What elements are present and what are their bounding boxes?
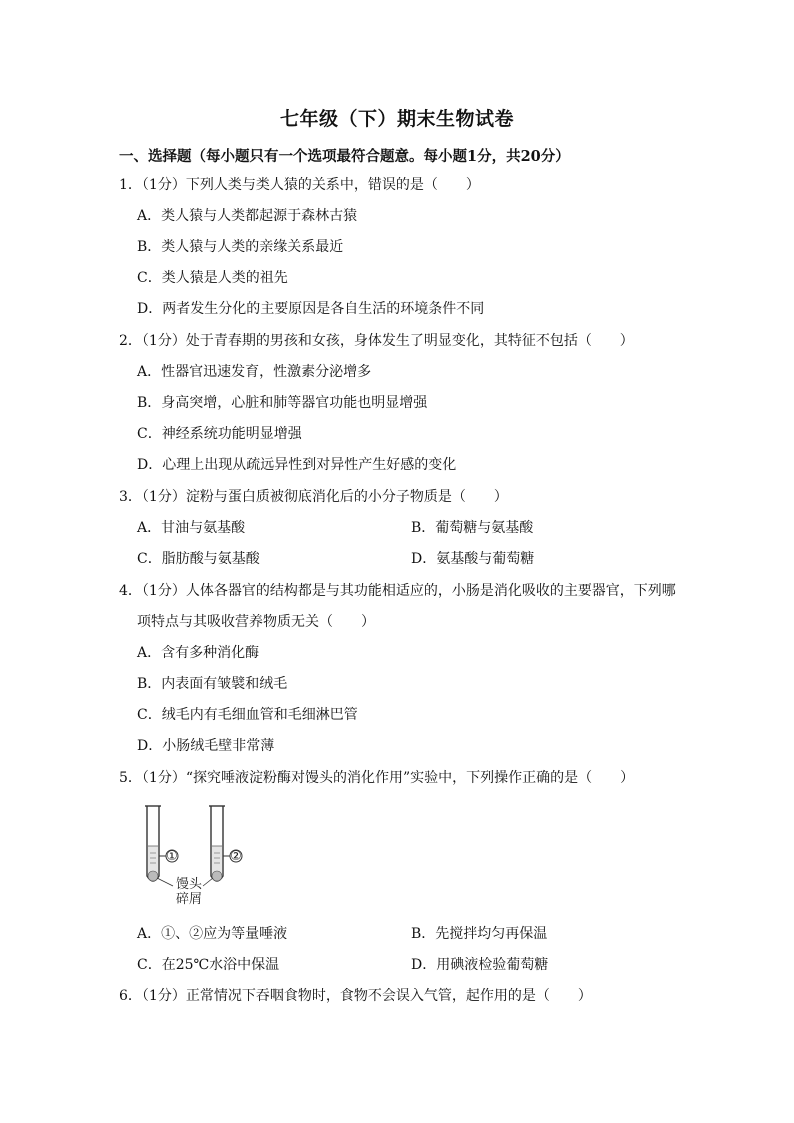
question-1-option-d[interactable]: D．两者发生分化的主要原因是各自生活的环境条件不同 [137, 301, 485, 317]
question-2-option-b[interactable]: B．身高突增，心脏和肺等器官功能也明显增强 [137, 395, 428, 411]
question-4-option-d[interactable]: D．小肠绒毛壁非常薄 [137, 738, 275, 754]
question-3-option-b[interactable]: B．葡萄糖与氨基酸 [411, 520, 534, 536]
question-5-option-c[interactable]: C．在25℃水浴中保温 [137, 957, 280, 973]
question-2-option-d[interactable]: D．心理上出现从疏远异性到对异性产生好感的变化 [137, 457, 457, 473]
question-5-option-a[interactable]: A．①、②应为等量唾液 [137, 926, 288, 942]
question-4-option-c[interactable]: C．绒毛内有毛细血管和毛细淋巴管 [137, 707, 358, 723]
question-3-option-d[interactable]: D．氨基酸与葡萄糖 [411, 551, 535, 567]
question-4-option-b[interactable]: B．内表面有皱襞和绒毛 [137, 676, 288, 692]
question-4-option-a[interactable]: A．含有多种消化酶 [137, 645, 260, 661]
test-tube-right [209, 806, 242, 881]
question-5-stem: 5．（1分）“探究唾液淀粉酶对馒头的消化作用”实验中，下列操作正确的是（ ） [119, 770, 635, 786]
bread-crumbs-label-line1: 馒头 [175, 877, 203, 892]
question-1-option-b[interactable]: B．类人猿与人类的亲缘关系最近 [137, 239, 344, 255]
question-2-option-a[interactable]: A．性器官迅速发育，性激素分泌增多 [137, 364, 372, 380]
section-header: 一、选择题（每小题只有一个选项最符合题意。每小题1分，共20分） [119, 148, 570, 165]
bread-crumbs-label-line2: 碎屑 [175, 892, 203, 906]
tube-label-2: ② [230, 849, 242, 864]
question-1-stem: 1．（1分）下列人类与类人猿的关系中，错误的是（ ） [119, 177, 480, 193]
question-5-option-d[interactable]: D．用碘液检验葡萄糖 [411, 957, 549, 973]
test-tube-left [145, 806, 178, 881]
question-2-stem: 2．（1分）处于青春期的男孩和女孩，身体发生了明显变化，其特征不包括（ ） [119, 333, 634, 349]
question-4-stem-continued: 项特点与其吸收营养物质无关（ ） [137, 614, 375, 630]
question-2-option-c[interactable]: C．神经系统功能明显增强 [137, 426, 302, 442]
leader-line-left [157, 878, 173, 886]
question-6-stem: 6．（1分）正常情况下吞咽食物时，食物不会误入气管，起作用的是（ ） [119, 988, 592, 1004]
page-title: 七年级（下）期末生物试卷 [279, 108, 514, 130]
question-3-stem: 3．（1分）淀粉与蛋白质被彻底消化后的小分子物质是（ ） [119, 489, 508, 505]
question-1-option-c[interactable]: C．类人猿是人类的祖先 [137, 270, 288, 286]
tube-label-1: ① [166, 849, 178, 864]
question-3-option-c[interactable]: C．脂肪酸与氨基酸 [137, 551, 260, 567]
question-5-option-b[interactable]: B．先搅拌均匀再保温 [411, 926, 548, 942]
question-1-option-a[interactable]: A．类人猿与人类都起源于森林古猿 [137, 208, 358, 224]
question-4-stem: 4．（1分）人体各器官的结构都是与其功能相适应的，小肠是消化吸收的主要器官，下列哪 [119, 583, 676, 599]
test-tube-figure [137, 798, 257, 906]
question-3-option-a[interactable]: A．甘油与氨基酸 [137, 520, 246, 536]
leader-line-right [203, 878, 213, 886]
